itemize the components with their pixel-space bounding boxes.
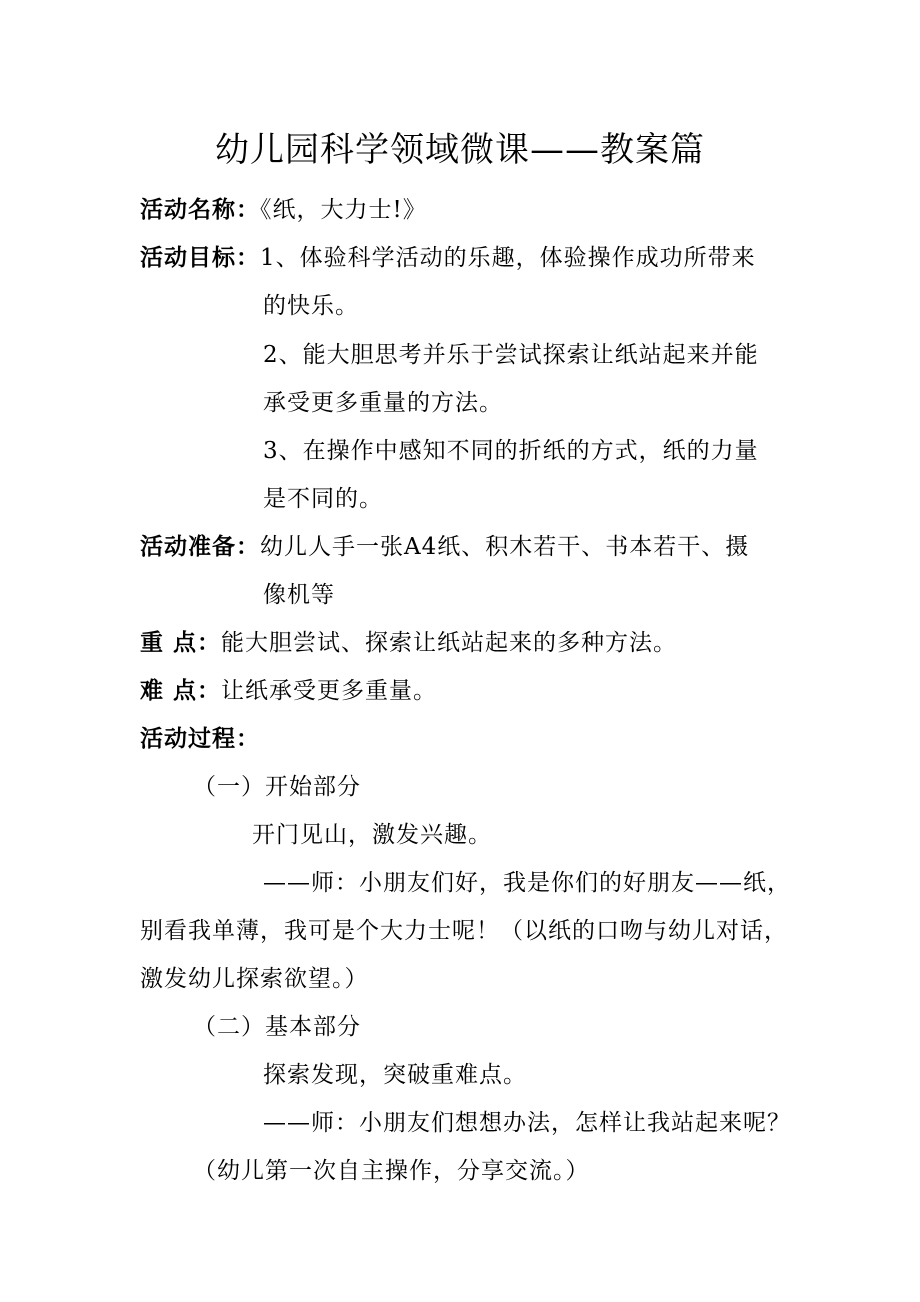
- part-2-heading: （二）基本部分: [193, 1014, 361, 1040]
- goal-1-line-1: 1、体验科学活动的乐趣，体验操作成功所带来: [260, 245, 756, 271]
- activity-name-value: 《纸，大力士!》: [260, 197, 427, 223]
- part-1-dialog-line-1: ——师：小朋友们好，我是你们的好朋友——纸，: [263, 870, 791, 896]
- goal-3-line-2: 是不同的。: [263, 486, 383, 512]
- process-label: 活动过程：: [140, 726, 260, 752]
- part-1-subtitle: 开门见山，激发兴趣。: [252, 822, 492, 848]
- document-title: 幼儿园科学领域微课——教案篇: [215, 130, 705, 170]
- difficulty-label: 难 点：: [140, 678, 222, 704]
- process-label-row: [140, 724, 260, 754]
- goal-2-line-2: 承受更多重量的方法。: [263, 390, 503, 416]
- goal-1-line-2: 的快乐。: [263, 293, 359, 319]
- difficulty-row: [140, 676, 437, 706]
- part-2-note: （幼儿第一次自主操作，分享交流。）: [193, 1158, 590, 1184]
- activity-prep-label: 活动准备：: [140, 534, 260, 560]
- activity-goals-row: [140, 243, 756, 273]
- activity-prep-row: [140, 532, 749, 562]
- key-point-label: 重 点：: [140, 630, 222, 656]
- difficulty-value: 让纸承受更多重量。: [221, 678, 438, 704]
- part-2-subtitle: 探索发现，突破重难点。: [263, 1062, 527, 1088]
- part-1-dialog-line-2: 别看我单薄，我可是个大力士呢！（以纸的口吻与幼儿对话，: [140, 918, 788, 944]
- part-1-dialog-line-3: 激发幼儿探索欲望。）: [140, 966, 369, 992]
- key-point-value: 能大胆尝试、探索让纸站起来的多种方法。: [221, 630, 678, 656]
- part-1-heading: （一）开始部分: [193, 774, 361, 800]
- goal-3-line-1: 3、在操作中感知不同的折纸的方式，纸的力量: [263, 438, 759, 464]
- key-point-row: [140, 628, 677, 658]
- goal-2-line-1: 2、能大胆思考并乐于尝试探索让纸站起来并能: [263, 342, 759, 368]
- activity-name-label: 活动名称：: [140, 197, 260, 223]
- activity-prep-line-2: 像机等: [263, 582, 335, 608]
- activity-goals-label: 活动目标：: [140, 245, 260, 271]
- part-2-dialog-line-1: ——师：小朋友们想想办法，怎样让我站起来呢？: [263, 1110, 791, 1136]
- activity-name-row: [140, 195, 427, 225]
- activity-prep-line-1: 幼儿人手一张A4纸、积木若干、书本若干、摄: [260, 534, 750, 560]
